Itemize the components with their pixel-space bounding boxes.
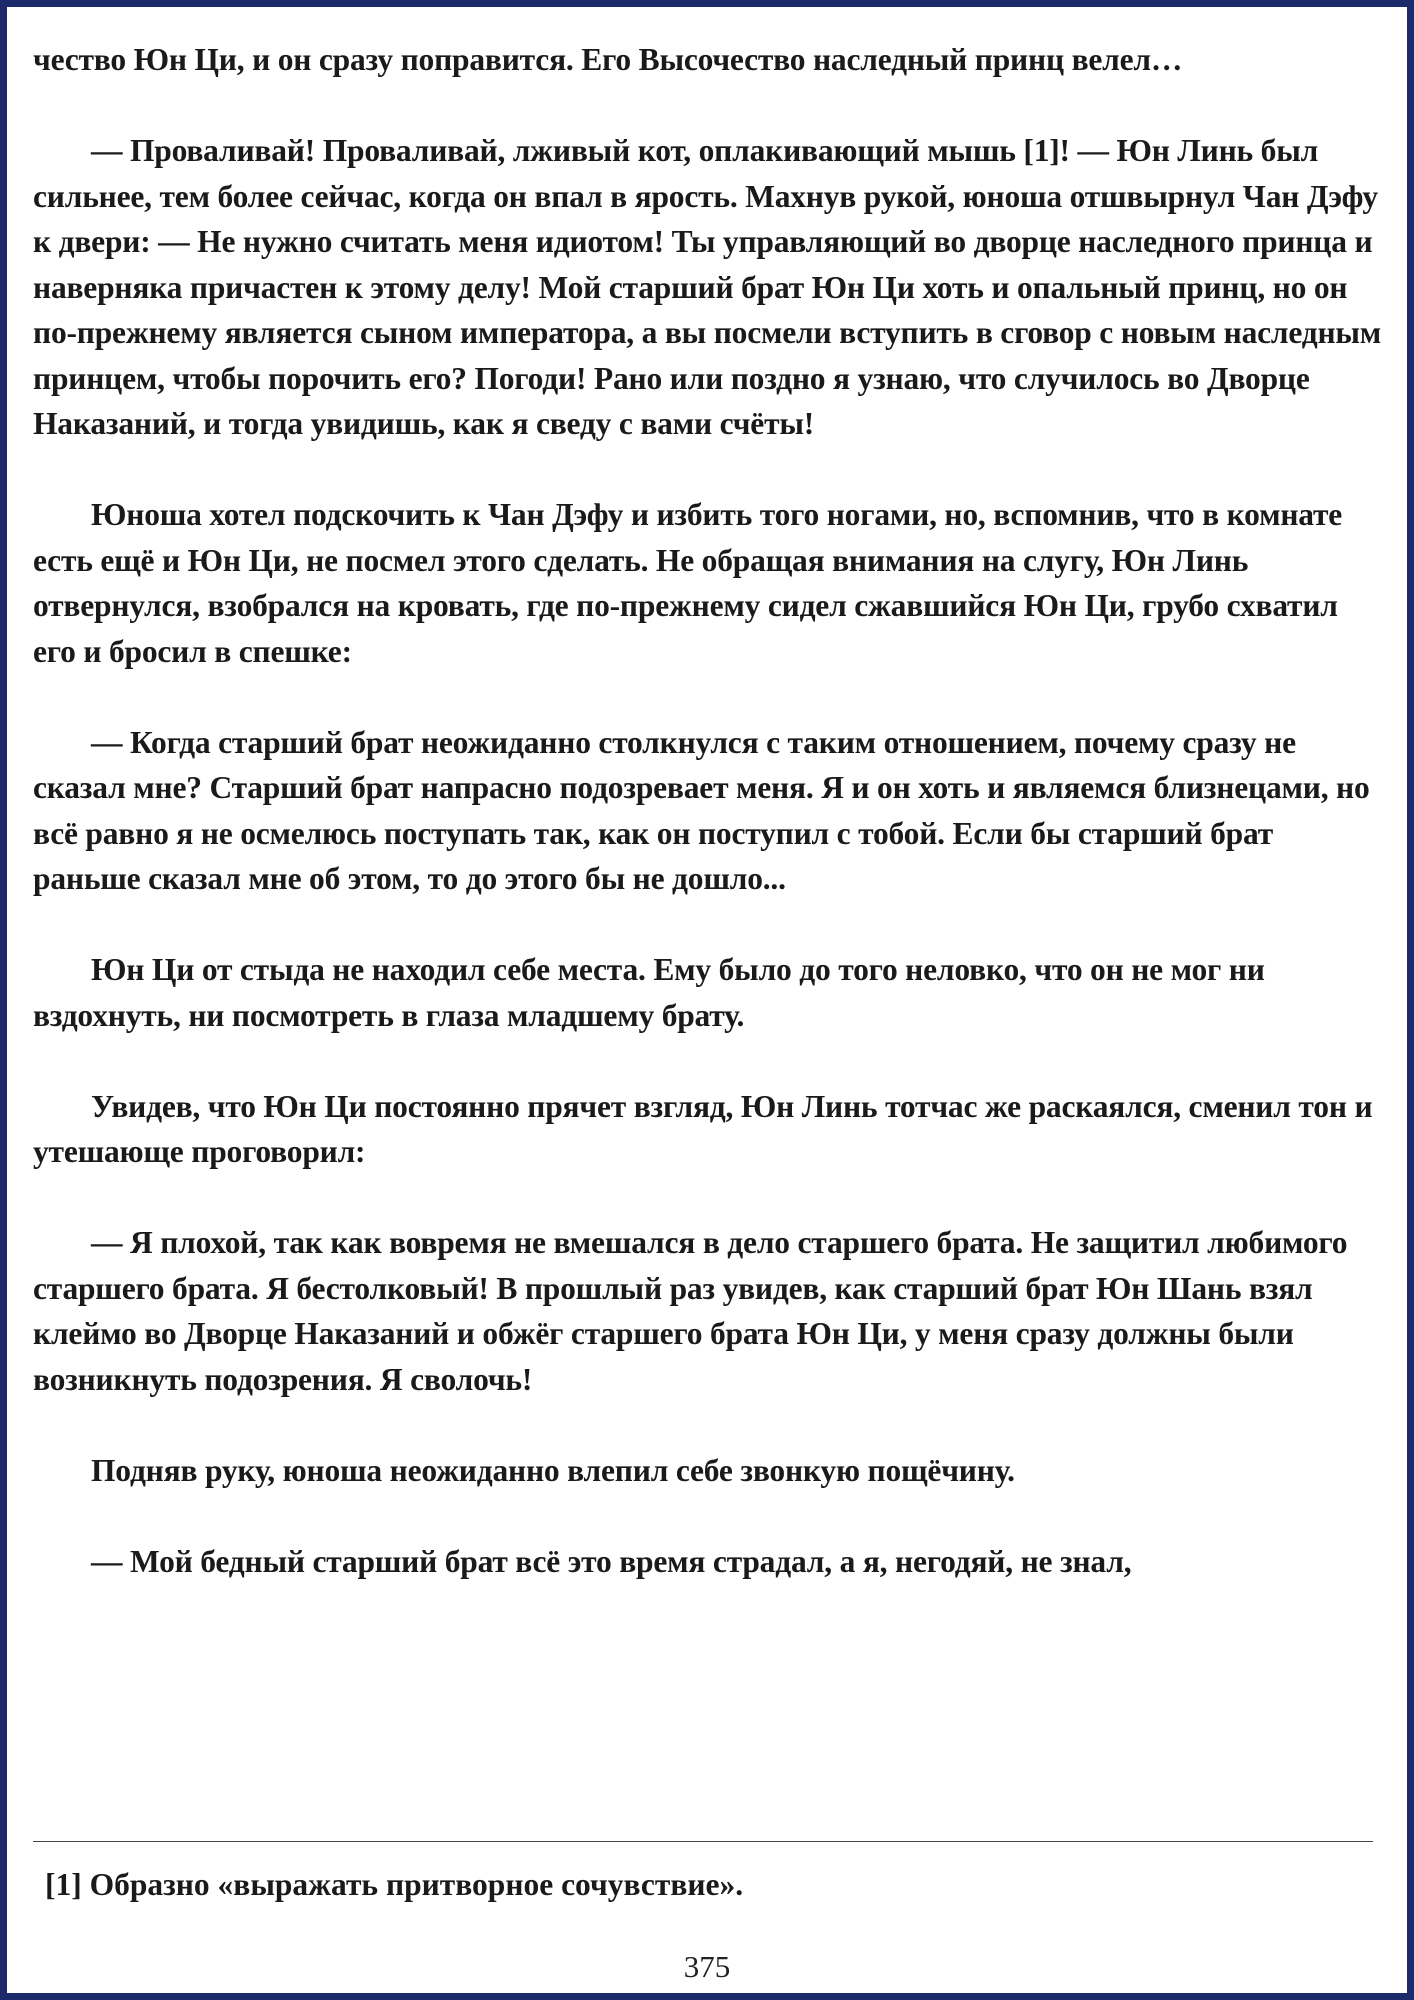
page-number: 375 xyxy=(683,1949,731,1984)
paragraph-7: — Я плохой, так как вовремя не вмешался в дело старшего брата. Не защитил любимого старшего брата. Я бестолковый! В прошлый раз увидев, как старший брат Юн Шань взял клеймо во Дворце Наказаний и обжёг старшего брата Юн Ци, у меня сразу должны были возникнуть подозрения. Я сволочь! xyxy=(33,1225,1348,1397)
paragraph-3: Юноша хотел подскочить к Чан Дэфу и избить того ногами, но, вспомнив, что в комнате есть ещё и Юн Ци, не посмел этого сделать. Не обращая внимания на слугу, Юн Линь отвернулся, взобрался на кровать, где по-прежнему сидел сжавшийся Юн Ци, грубо схватил его и бросил в спешке: xyxy=(33,497,1343,669)
document-page xyxy=(7,7,1407,1993)
footnote: [1] Образно «выражать притворное сочувствие». xyxy=(45,1867,744,1902)
footnote-divider xyxy=(33,1841,1373,1842)
paragraph-8: Подняв руку, юноша неожиданно влепил себе звонкую пощёчину. xyxy=(91,1452,1015,1488)
paragraph-6: Увидев, что Юн Ци постоянно прячет взгляд, Юн Линь тотчас же раскаялся, сменил тон и утешающе проговорил: xyxy=(33,1088,1373,1169)
paragraph-5: Юн Ци от стыда не находил себе места. Ему было до того неловко, что он не мог ни вздохнуть, ни посмотреть в глаза младшему брату. xyxy=(33,952,1265,1033)
paragraph-2: — Проваливай! Проваливай, лживый кот, оплакивающий мышь [1]! — Юн Линь был сильнее, тем более сейчас, когда он впал в ярость. Махнув рукой, юноша отшвырнул Чан Дэфу к двери: — Не нужно считать меня идиотом! Ты управляющий во дворце наследного принца и наверняка причастен к этому делу! Мой старший брат Юн Ци хоть и опальный принц, но он по-прежнему является сыном императора, а вы посмели вступить в сговор с новым наследным принцем, чтобы порочить его? Погоди! Рано или поздно я узнаю, что случилось во Дворце Наказаний, и тогда увидишь, как я сведу с вами счёты! xyxy=(33,133,1382,441)
paragraph-4: — Когда старший брат неожиданно столкнулся с таким отношением, почему сразу не сказал мне? Старший брат напрасно подозревает меня. Я и он хоть и являемся близнецами, но всё равно я не осмелюсь поступать так, как он поступил с тобой. Если бы старший брат раньше сказал мне об этом, то до этого бы не дошло... xyxy=(33,724,1370,896)
paragraph-9: — Мой бедный старший брат всё это время страдал, а я, негодяй, не знал, xyxy=(91,1543,1132,1579)
body-text xyxy=(33,37,1387,1584)
paragraph-1: чество Юн Ци, и он сразу поправится. Его Высочество наследный принц велел… xyxy=(33,42,1183,77)
